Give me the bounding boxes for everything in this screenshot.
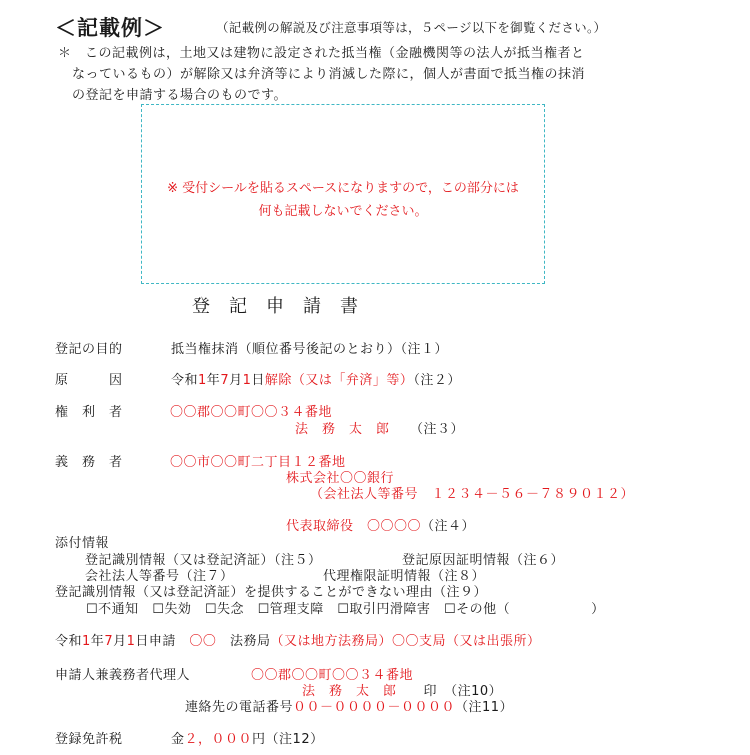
tax-prefix: 金 [171, 732, 185, 747]
right-holder-name: 法 務 太 郎 [295, 422, 390, 437]
agent-phone-label: 連絡先の電話番号 [185, 700, 294, 715]
agent-name: 法 務 太 郎 [302, 684, 397, 699]
app-branch: 〇〇支局 [391, 634, 446, 649]
checkbox-not-notified[interactable]: ☐不通知 [86, 602, 139, 617]
application-line [55, 630, 541, 649]
purpose-value [171, 338, 448, 357]
agent-address: 〇〇郡〇〇町〇〇３４番地 [251, 668, 414, 683]
checkbox-label: 失効 [164, 602, 192, 617]
checkbox-other[interactable]: ☐その他（ ） [443, 602, 605, 617]
sticker-notice-line-2: 何も記載しないでください。 [258, 204, 428, 219]
tax-label: 登録免許税 [55, 732, 123, 747]
attachment-corp-number: 会社法人等番号（注７） [85, 569, 234, 584]
checkbox-label: 失念 [217, 602, 245, 617]
reception-sticker-area [141, 104, 545, 284]
cause-year: 1 [198, 373, 207, 388]
obligor-label: 義 務 者 [55, 455, 123, 470]
app-office-label: 法務局 [229, 634, 271, 649]
agent-phone-note: （注11） [455, 700, 514, 715]
app-month-unit: 月 [113, 634, 127, 649]
checkbox-forgotten[interactable]: ☐失念 [204, 602, 245, 617]
notice-text: （記載例の解説及び注意事項等は，５ページ以下を御覧ください。） [216, 20, 607, 35]
description-line-3: の登記を申請する場合のものです。 [72, 88, 287, 103]
obligor-note: （注４） [421, 519, 476, 534]
right-holder-name-row [295, 418, 464, 437]
app-branch-alt: （又は出張所） [446, 634, 541, 649]
purpose-text: 抵当権抹消（順位番号後記のとおり） [171, 342, 401, 357]
checkbox-label: その他（ ） [456, 602, 605, 617]
agent-label: 申請人兼義務者代理人 [55, 668, 191, 683]
reason-checkboxes [86, 598, 605, 617]
attachment-identification-info: 登記識別情報（又は登記済証）（注５） [85, 553, 322, 568]
cause-note: （注２） [413, 373, 461, 388]
purpose-note: （注１） [400, 342, 449, 357]
attachment-cause-proof: 登記原因証明情報（注６） [402, 553, 565, 568]
cause-era: 令和 [171, 373, 199, 388]
tax-unit: 円 [252, 732, 266, 747]
app-office: 〇〇 [189, 634, 217, 649]
cause-label: 原 因 [55, 373, 123, 388]
app-day: 1 [126, 634, 136, 649]
cause-year-unit: 年 [206, 373, 221, 388]
tax-amount: ２，０００ [184, 732, 253, 747]
obligor-rep-name: 〇〇〇〇 [367, 519, 422, 534]
cause-reason: 解除（又は「弁済」等） [264, 373, 414, 388]
attachment-reason-heading: 登記識別情報（又は登記済証）を提供することができない理由（注９） [55, 585, 488, 600]
agent-note: （注10） [450, 684, 503, 699]
app-year-unit: 年 [90, 634, 105, 649]
description-line-1: ＊ この記載例は，土地又は建物に設定された抵当権（金融機関等の法人が抵当権者と [58, 46, 585, 61]
checkbox-label: 管理支障 [269, 602, 324, 617]
obligor-address: 〇〇市〇〇町二丁目１２番地 [170, 455, 346, 470]
right-holder-address: 〇〇郡〇〇町〇〇３４番地 [170, 405, 333, 420]
app-era: 令和 [55, 634, 83, 649]
obligor-corp-number: （会社法人等番号 １２３４－５６－７８９０１２） [310, 487, 635, 502]
example-heading: ＜記載例＞ [55, 16, 165, 40]
agent-seal: 印 [423, 684, 438, 699]
checkbox-transaction-hindrance[interactable]: ☐取引円滑障害 [337, 602, 431, 617]
agent-phone: ００－００００－００００ [293, 700, 456, 715]
tax-value [171, 728, 324, 747]
cause-value [171, 369, 461, 388]
cause-day-unit: 日 [251, 373, 265, 388]
page-title: 登記申請書 [192, 296, 377, 317]
right-holder-label: 権 利 者 [55, 405, 123, 420]
checkbox-expired[interactable]: ☐失効 [152, 602, 192, 617]
checkbox-label: 不通知 [98, 602, 139, 617]
app-month: 7 [104, 634, 114, 649]
attachment-agency-proof: 代理権限証明情報（注８） [323, 569, 486, 584]
right-holder-note: （注３） [416, 422, 465, 437]
agent-phone-row [185, 696, 513, 715]
obligor-rep-title: 代表取締役 [286, 519, 354, 534]
tax-note: （注12） [265, 732, 324, 747]
obligor-company: 株式会社〇〇銀行 [286, 471, 395, 486]
cause-day: 1 [242, 373, 252, 388]
obligor-representative [286, 515, 475, 534]
app-day-unit: 日申請 [135, 634, 176, 649]
checkbox-management-hindrance[interactable]: ☐管理支障 [257, 602, 324, 617]
checkbox-label: 取引円滑障害 [349, 602, 431, 617]
description-line-2: なっているもの）が解除又は弁済等により消滅した際に，個人が書面で抵当権の抹消 [72, 67, 586, 82]
app-year: 1 [82, 634, 91, 649]
app-office-alt: （又は地方法務局） [270, 634, 392, 649]
cause-month: 7 [220, 373, 230, 388]
cause-month-unit: 月 [229, 373, 243, 388]
attachments-label: 添付情報 [55, 536, 110, 551]
purpose-label: 登記の目的 [55, 342, 123, 357]
sticker-notice-line-1: ※ 受付シールを貼るスペースになりますので，この部分には [167, 181, 519, 196]
